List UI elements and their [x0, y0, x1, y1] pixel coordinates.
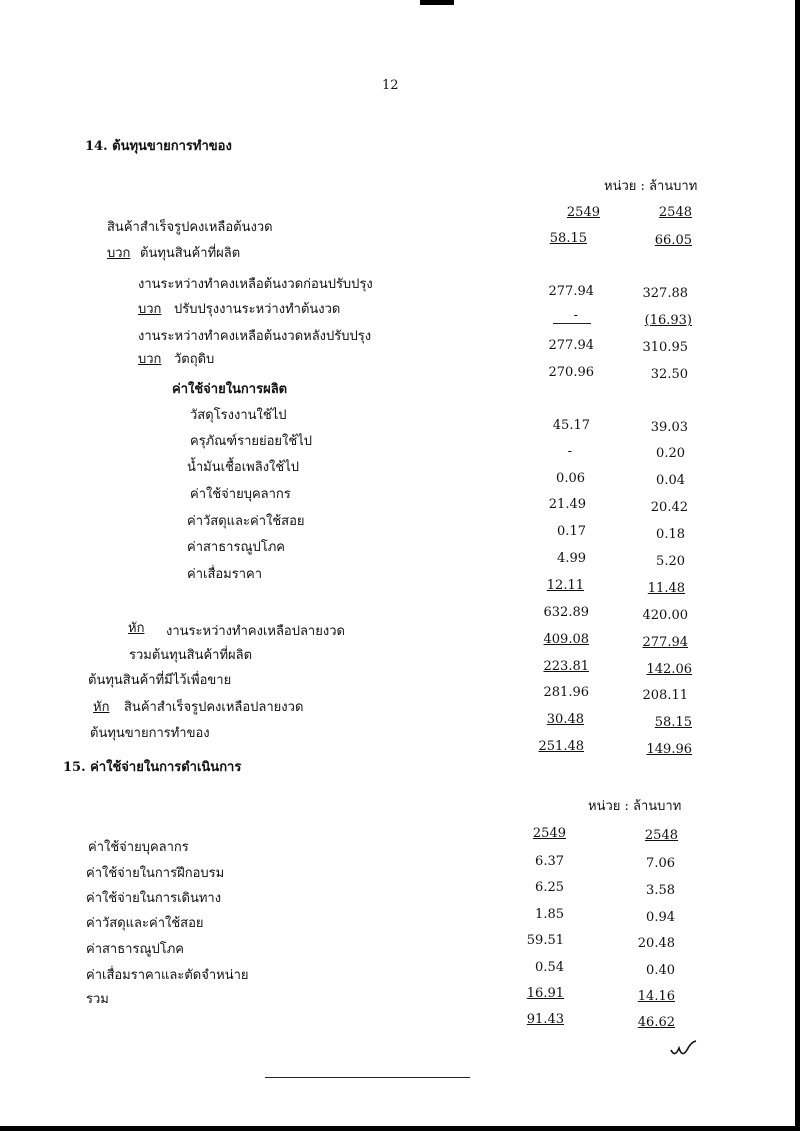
value-2549: 30.48 — [546, 712, 584, 727]
value-2548: 3.58 — [646, 883, 675, 898]
value-2549: 0.06 — [556, 471, 585, 486]
section-14-year-2549: 2549 — [566, 205, 600, 220]
page-number: 12 — [382, 78, 399, 93]
total-2549: 91.43 — [526, 1012, 564, 1027]
value-2548: 58.15 — [654, 715, 692, 730]
value-2548: 20.42 — [650, 500, 688, 515]
value-2548: 0.40 — [646, 963, 675, 978]
value-2549: 1.85 — [535, 907, 564, 922]
handwritten-initial-mark — [668, 1038, 698, 1066]
row-prefix: บวก — [138, 302, 162, 317]
value-2548: 0.04 — [656, 473, 685, 488]
value-2549: 281.96 — [543, 685, 589, 700]
row-prefix: บวก — [138, 352, 162, 367]
value-2549: 45.17 — [552, 418, 590, 433]
value-2548: 142.06 — [646, 662, 692, 677]
row-prefix: บวก — [107, 246, 131, 261]
row-label: วัตถุดิบ — [174, 352, 215, 367]
value-2549: 4.99 — [557, 551, 586, 566]
value-2548: 7.06 — [646, 856, 675, 871]
row-label: ค่าใช้จ่ายในการเดินทาง — [86, 891, 222, 906]
row-label: สินค้าสำเร็จรูปคงเหลือต้นงวด — [107, 220, 273, 235]
row-label: ครุภัณฑ์รายย่อยใช้ไป — [190, 434, 313, 449]
value-2549: 6.25 — [535, 880, 564, 895]
value-2549: 58.15 — [549, 231, 587, 246]
value-2549: 21.49 — [548, 497, 586, 512]
subtotal-2548: 420.00 — [642, 608, 688, 623]
scan-right-edge — [795, 0, 800, 1131]
value-2549: 59.51 — [526, 933, 564, 948]
value-2548: 327.88 — [642, 286, 688, 301]
value-2548: (16.93) — [644, 313, 692, 328]
row-label: ต้นทุนสินค้าที่ผลิต — [140, 246, 241, 261]
value-2548: 0.94 — [646, 910, 675, 925]
row-label: รวม — [86, 992, 109, 1007]
value-2548: 11.48 — [647, 581, 685, 596]
section-15-unit: หน่วย : ล้านบาท — [588, 799, 682, 814]
value-2548: 277.94 — [642, 635, 688, 650]
section-15-heading: 15. ค่าใช้จ่ายในการดำเนินการ — [63, 760, 242, 775]
value-2549: 409.08 — [543, 632, 589, 647]
value-2549: - — [573, 308, 578, 323]
total-2549: 251.48 — [538, 739, 584, 754]
value-2548: 14.16 — [637, 989, 675, 1004]
row-label: ค่าใช้จ่ายบุคลากร — [190, 487, 291, 502]
value-2548: 5.20 — [656, 554, 685, 569]
row-label: งานระหว่างทำคงเหลือต้นงวดก่อนปรับปรุง — [138, 277, 373, 292]
value-2548: 0.18 — [656, 527, 685, 542]
value-2548: 310.95 — [642, 340, 688, 355]
value-2549: 277.94 — [548, 284, 594, 299]
row-label: งานระหว่างทำคงเหลือปลายงวด — [166, 624, 345, 639]
row-prefix: หัก — [93, 700, 110, 715]
row-label: ค่าเสื่อมราคา — [187, 567, 263, 582]
value-2549: 277.94 — [548, 338, 594, 353]
subtotal-2549: 632.89 — [543, 605, 589, 620]
value-2549: 16.91 — [526, 986, 564, 1001]
row-label: ปรับปรุงงานระหว่างทำต้นงวด — [174, 302, 341, 317]
row-label: ค่าวัสดุและค่าใช้สอย — [86, 916, 204, 931]
scan-top-mark — [420, 0, 454, 5]
row-label: ต้นทุนสินค้าที่มีไว้เพื่อขาย — [88, 673, 232, 688]
value-2549: - — [567, 444, 572, 459]
value-2549: 270.96 — [548, 365, 594, 380]
total-2548: 149.96 — [646, 742, 692, 757]
row-label: ค่าสาธารณูปโภค — [86, 942, 185, 957]
row-label: ค่าเสื่อมราคาและตัดจำหน่าย — [86, 968, 249, 983]
section-14-unit: หน่วย : ล้านบาท — [604, 179, 698, 194]
row-label: น้ำมันเชื้อเพลิงใช้ไป — [187, 460, 300, 475]
value-2548: 208.11 — [642, 688, 688, 703]
row-label: ค่าสาธารณูปโภค — [187, 540, 286, 555]
value-2549: 0.54 — [535, 960, 564, 975]
value-2549: 223.81 — [543, 659, 589, 674]
row-label: รวมต้นทุนสินค้าที่ผลิต — [129, 648, 253, 663]
footer-rule — [265, 1077, 470, 1078]
section-15-year-2548: 2548 — [644, 828, 678, 843]
row-prefix: หัก — [128, 621, 145, 636]
row-label: วัสดุโรงงานใช้ไป — [190, 408, 287, 423]
row-label: ค่าใช้จ่ายในการผลิต — [172, 382, 288, 397]
section-14-heading: 14. ต้นทุนขายการทำของ — [85, 139, 232, 154]
value-2548: 20.48 — [637, 936, 675, 951]
total-2548: 46.62 — [637, 1015, 675, 1030]
value-2548: 39.03 — [650, 420, 688, 435]
value-2549: 12.11 — [546, 578, 584, 593]
value-2548: 66.05 — [654, 233, 692, 248]
value-2548: 0.20 — [656, 446, 685, 461]
row-label: ต้นทุนขายการทำของ — [90, 726, 210, 741]
row-label: สินค้าสำเร็จรูปคงเหลือปลายงวด — [124, 700, 304, 715]
row-label: ค่าวัสดุและค่าใช้สอย — [187, 514, 305, 529]
section-15-year-2549: 2549 — [532, 826, 566, 841]
row-label: ค่าใช้จ่ายบุคลากร — [88, 840, 189, 855]
row-label: งานระหว่างทำคงเหลือต้นงวดหลังปรับปรุง — [138, 329, 372, 344]
value-2549: 0.17 — [557, 524, 586, 539]
value-2549: 6.37 — [535, 854, 564, 869]
value-2548: 32.50 — [650, 367, 688, 382]
section-14-year-2548: 2548 — [658, 205, 692, 220]
row-label: ค่าใช้จ่ายในการฝึกอบรม — [86, 866, 225, 881]
scan-bottom-edge — [0, 1126, 800, 1131]
